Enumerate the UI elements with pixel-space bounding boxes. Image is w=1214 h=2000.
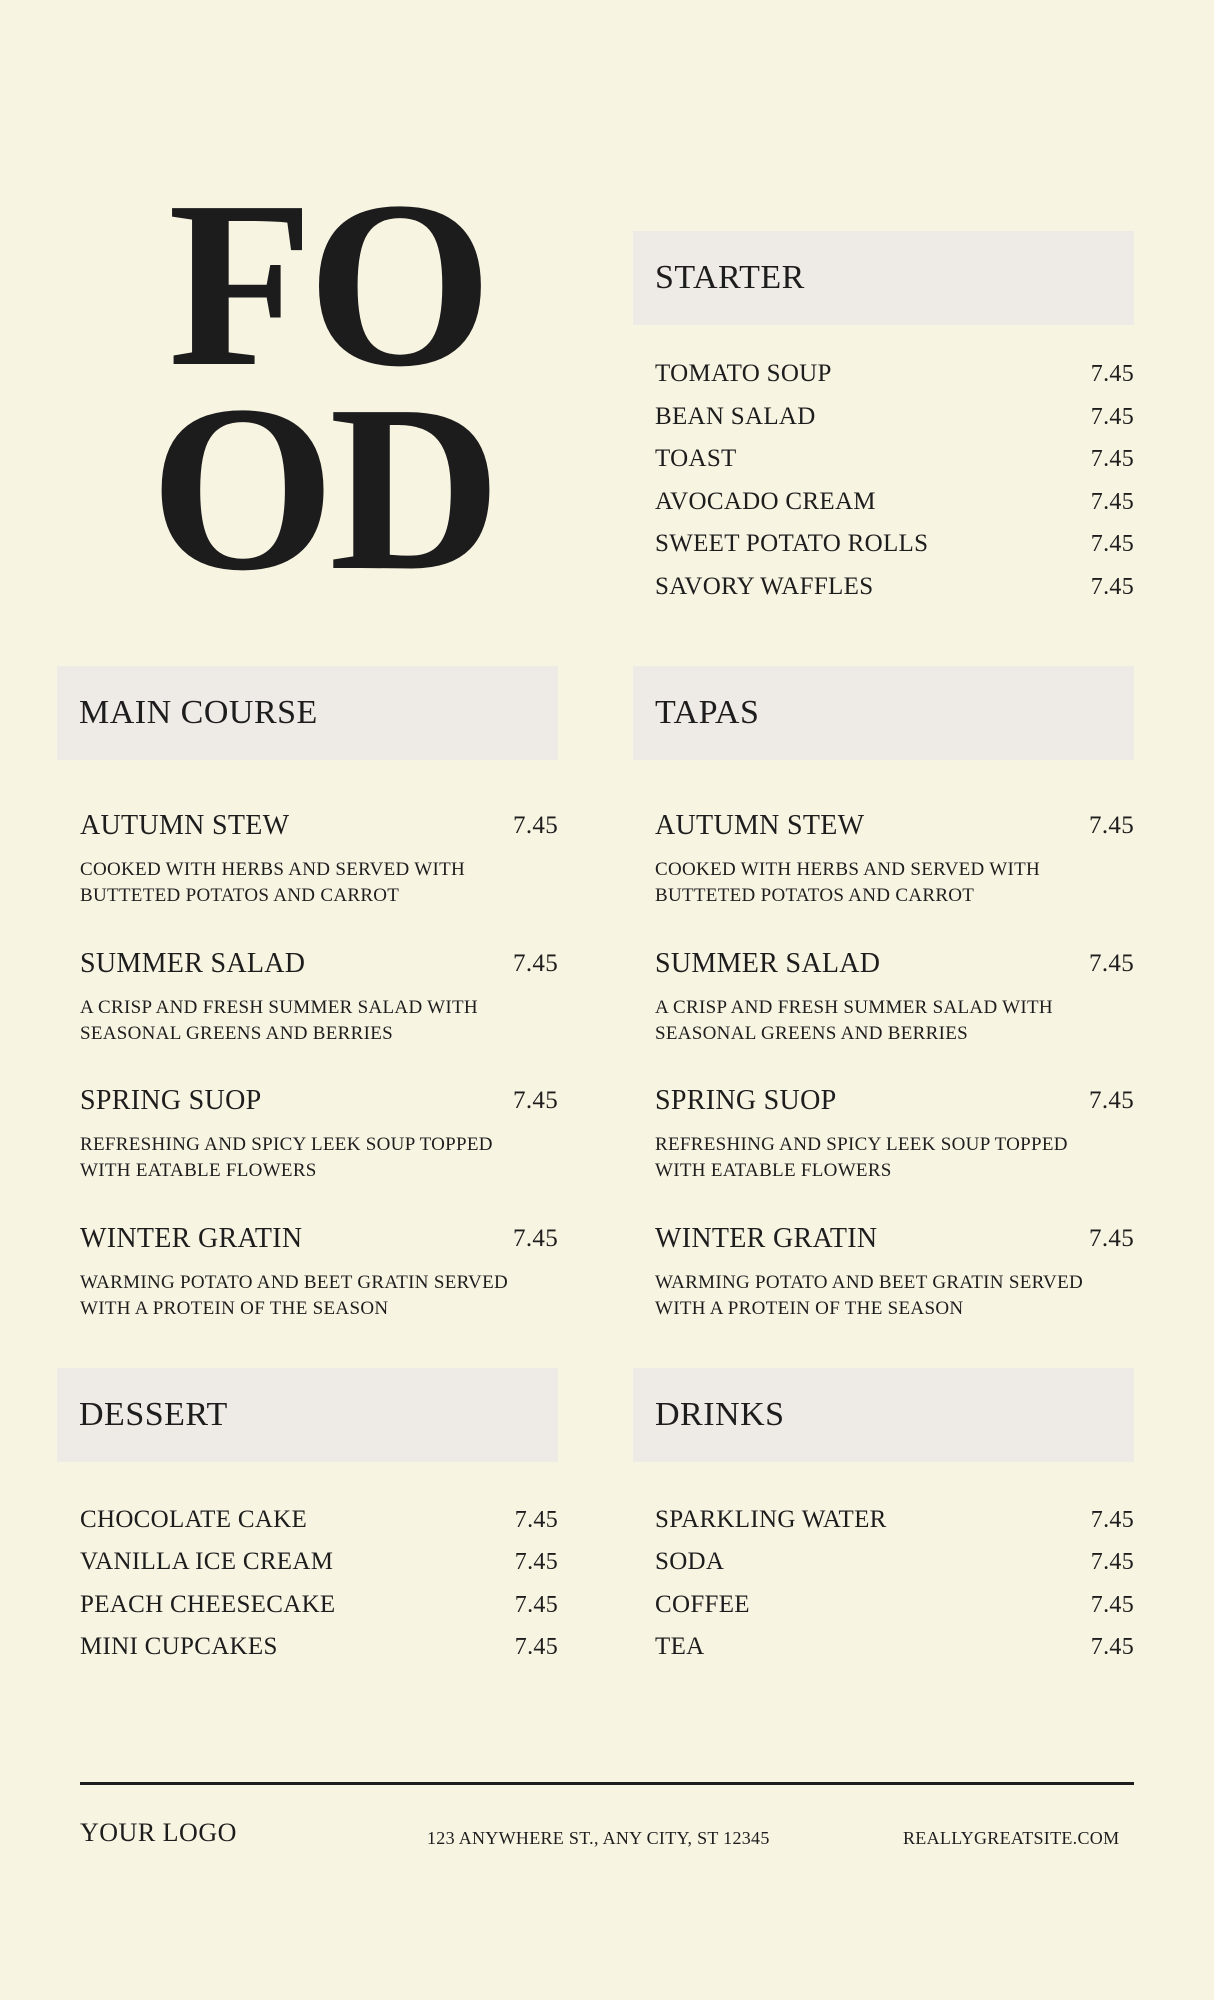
starter-header bbox=[633, 231, 1134, 325]
dessert-item bbox=[80, 1540, 558, 1583]
drinks-header bbox=[633, 1368, 1134, 1462]
main-course-item bbox=[80, 1222, 558, 1322]
dessert-item bbox=[80, 1583, 558, 1626]
item-price: 7.45 bbox=[1089, 1087, 1134, 1114]
item-price: 7.45 bbox=[1090, 531, 1134, 557]
drinks-item bbox=[655, 1540, 1134, 1583]
main-course-header bbox=[57, 666, 558, 760]
item-name: TOAST bbox=[655, 445, 737, 472]
item-price: 7.45 bbox=[514, 1592, 558, 1618]
item-description: A CRISP AND FRESH SUMMER SALAD WITH SEASONAL GREENS AND BERRIES bbox=[655, 997, 1053, 1044]
item-price: 7.45 bbox=[514, 1507, 558, 1533]
item-price: 7.45 bbox=[1090, 574, 1134, 600]
drinks-item bbox=[655, 1625, 1134, 1668]
main-course-item bbox=[80, 809, 558, 909]
tapas-item bbox=[655, 947, 1134, 1047]
item-price: 7.45 bbox=[1090, 361, 1134, 387]
item-description: COOKED WITH HERBS AND SERVED WITH BUTTETED POTATOS AND CARROT bbox=[80, 859, 466, 906]
starter-item bbox=[655, 522, 1134, 565]
item-name: SUMMER SALAD bbox=[80, 948, 306, 979]
item-price: 7.45 bbox=[1090, 1507, 1134, 1533]
starter-item bbox=[655, 395, 1134, 438]
item-name: AUTUMN STEW bbox=[655, 810, 865, 841]
tapas-item bbox=[655, 809, 1134, 909]
starter-item bbox=[655, 437, 1134, 480]
starter-item bbox=[655, 565, 1134, 608]
tapas-heading: TAPAS bbox=[655, 694, 760, 731]
item-price: 7.45 bbox=[1090, 1549, 1134, 1575]
item-price: 7.45 bbox=[1089, 950, 1134, 977]
dessert-heading: DESSERT bbox=[79, 1396, 228, 1433]
tapas-item bbox=[655, 1084, 1134, 1184]
footer-logo: YOUR LOGO bbox=[80, 1818, 237, 1847]
dessert-item bbox=[80, 1498, 558, 1541]
item-price: 7.45 bbox=[513, 1225, 558, 1252]
item-description: A CRISP AND FRESH SUMMER SALAD WITH SEASONAL GREENS AND BERRIES bbox=[80, 997, 478, 1044]
item-price: 7.45 bbox=[1089, 1225, 1134, 1252]
item-name: SODA bbox=[655, 1548, 725, 1575]
item-price: 7.45 bbox=[1090, 1634, 1134, 1660]
item-price: 7.45 bbox=[513, 950, 558, 977]
dessert-item bbox=[80, 1625, 558, 1668]
item-price: 7.45 bbox=[514, 1634, 558, 1660]
starter-heading: STARTER bbox=[655, 259, 805, 296]
item-name: SPRING SUOP bbox=[655, 1085, 837, 1116]
item-description: REFRESHING AND SPICY LEEK SOUP TOPPED WITH EATABLE FLOWERS bbox=[655, 1134, 1068, 1181]
item-name: PEACH CHEESECAKE bbox=[80, 1591, 336, 1618]
drinks-item bbox=[655, 1583, 1134, 1626]
tapas-header bbox=[633, 666, 1134, 760]
item-price: 7.45 bbox=[1090, 446, 1134, 472]
footer-website[interactable]: REALLYGREATSITE.COM bbox=[903, 1828, 1120, 1848]
main-course-item bbox=[80, 1084, 558, 1184]
drinks-item bbox=[655, 1498, 1134, 1541]
item-name: TEA bbox=[655, 1633, 705, 1660]
item-name: MINI CUPCAKES bbox=[80, 1633, 278, 1660]
item-name: SPRING SUOP bbox=[80, 1085, 262, 1116]
item-price: 7.45 bbox=[1090, 404, 1134, 430]
item-price: 7.45 bbox=[513, 1087, 558, 1114]
starter-item bbox=[655, 480, 1134, 523]
dessert-header bbox=[57, 1368, 558, 1462]
item-name: AUTUMN STEW bbox=[80, 810, 290, 841]
main-course-heading: MAIN COURSE bbox=[79, 694, 318, 731]
item-name: CHOCOLATE CAKE bbox=[80, 1506, 308, 1533]
item-price: 7.45 bbox=[1089, 812, 1134, 839]
item-name: SAVORY WAFFLES bbox=[655, 573, 874, 600]
item-name: TOMATO SOUP bbox=[655, 360, 832, 387]
drinks-heading: DRINKS bbox=[655, 1396, 785, 1433]
title-od: OD bbox=[150, 357, 495, 620]
starter-item bbox=[655, 352, 1134, 395]
item-name: AVOCADO CREAM bbox=[655, 488, 876, 515]
item-price: 7.45 bbox=[1090, 489, 1134, 515]
item-name: SUMMER SALAD bbox=[655, 948, 881, 979]
item-name: SPARKLING WATER bbox=[655, 1506, 887, 1533]
item-name: BEAN SALAD bbox=[655, 403, 816, 430]
main-course-item bbox=[80, 947, 558, 1047]
item-description: WARMING POTATO AND BEET GRATIN SERVED WITH A PROTEIN OF THE SEASON bbox=[655, 1272, 1084, 1319]
item-price: 7.45 bbox=[514, 1549, 558, 1575]
item-name: SWEET POTATO ROLLS bbox=[655, 530, 929, 557]
item-name: VANILLA ICE CREAM bbox=[80, 1548, 334, 1575]
item-name: WINTER GRATIN bbox=[80, 1223, 303, 1254]
item-name: COFFEE bbox=[655, 1591, 750, 1618]
item-description: COOKED WITH HERBS AND SERVED WITH BUTTETED POTATOS AND CARROT bbox=[655, 859, 1041, 906]
item-description: WARMING POTATO AND BEET GRATIN SERVED WITH A PROTEIN OF THE SEASON bbox=[80, 1272, 509, 1319]
item-price: 7.45 bbox=[513, 812, 558, 839]
item-price: 7.45 bbox=[1090, 1592, 1134, 1618]
footer-address: 123 ANYWHERE ST., ANY CITY, ST 12345 bbox=[427, 1828, 770, 1848]
title-fo: FO bbox=[168, 153, 487, 416]
footer-divider bbox=[80, 1782, 1134, 1785]
tapas-item bbox=[655, 1222, 1134, 1322]
item-name: WINTER GRATIN bbox=[655, 1223, 878, 1254]
item-description: REFRESHING AND SPICY LEEK SOUP TOPPED WITH EATABLE FLOWERS bbox=[80, 1134, 493, 1181]
